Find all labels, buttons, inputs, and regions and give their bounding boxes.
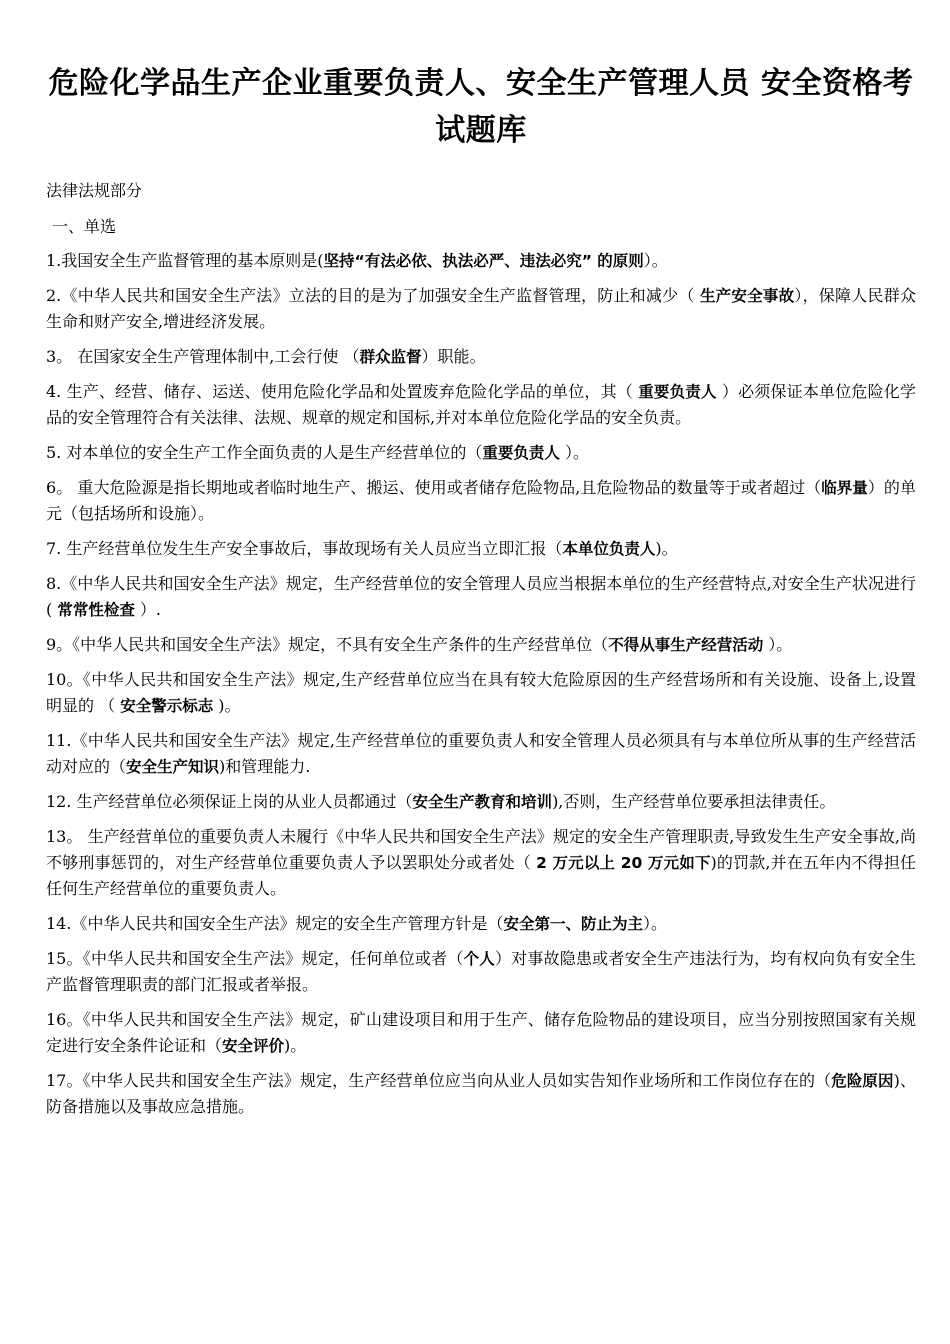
question-text: ），保障人民群众生命和财产安全,增进经济发展。	[46, 286, 916, 331]
question-item	[46, 789, 916, 815]
answer-text: 危险原因	[831, 1072, 894, 1090]
section-heading: 法律法规部分	[46, 181, 143, 200]
answer-text: 坚持“有法必依、执法必严、违法必究” 的原则	[323, 252, 644, 270]
question-text: 15。《中华人民共和国安全生产法》规定，任何单位或者（	[46, 949, 464, 968]
question-item	[46, 946, 916, 998]
question-text: 14.《中华人民共和国安全生产法》规定的安全生产管理方针是（	[46, 914, 504, 933]
question-text: ）。	[642, 914, 667, 933]
answer-text: 安全评价	[222, 1037, 285, 1055]
document-page	[46, 0, 916, 1129]
question-text: )。	[213, 696, 241, 715]
question-text: 2.《中华人民共和国安全生产法》立法的目的是为了加强安全生产监督管理，防止和减少（	[46, 286, 700, 305]
subsection-heading: 一、单选	[52, 217, 117, 236]
question-text: 4. 生产、经营、储存、运送、使用危险化学品和处置废弃危险化学品的单位，其（	[46, 382, 639, 401]
question-text: ）的单元（包括场所和设施）。	[46, 478, 916, 523]
question-item	[46, 728, 916, 780]
question-text: )的罚款,并在五年内不得担任任何生产经营单位的重要负责人。	[46, 853, 916, 898]
question-item	[46, 344, 916, 370]
question-item	[46, 283, 916, 335]
question-item	[46, 248, 916, 274]
question-text: 1.我国安全生产监督管理的基本原则是(	[46, 251, 324, 270]
answer-text: 安全生产教育和培训	[412, 793, 553, 811]
question-text: 13。 生产经营单位的重要负责人未履行《中华人民共和国安全生产法》规定的安全生产管理职责,导致发生生产安全事故,尚不够刑事惩罚的，对生产经营单位重要负责人予以罢职处分或者处（	[46, 827, 916, 872]
question-text: 11.《中华人民共和国安全生产法》规定,生产经营单位的重要负责人和安全管理人员必须具有与本单位所从事的生产经营活动对应的（	[46, 731, 916, 776]
question-item	[46, 379, 916, 431]
question-text: ）必须保证本单位危险化学品的安全管理符合有关法律、法规、规章的规定和国标,并对本单位危险化学品的安全负责。	[46, 382, 916, 427]
question-text: 6。 重大危险源是指长期地或者临时地生产、搬运、使用或者储存危险物品,且危险物品的数量等于或者超过（	[46, 478, 822, 497]
question-text: ）对事故隐患或者安全生产违法行为，均有权向负有安全生产监督管理职责的部门汇报或者举报。	[46, 949, 916, 994]
question-text: ）职能。	[421, 347, 486, 366]
question-text: ）。	[643, 251, 668, 270]
question-list	[46, 248, 916, 1120]
question-item	[46, 536, 916, 562]
question-text: 9。《中华人民共和国安全生产法》规定，不具有安全生产条件的生产经营单位（	[46, 635, 609, 654]
answer-text: 本单位负责人	[562, 540, 656, 558]
question-text: 12. 生产经营单位必须保证上岗的从业人员都通过（	[46, 792, 413, 811]
question-text: 8.《中华人民共和国安全生产法》规定，生产经营单位的安全管理人员应当根据本单位的生产经营特点,对安全生产状况进行(	[46, 574, 916, 619]
answer-text: 个人	[463, 950, 495, 968]
question-item	[46, 1007, 916, 1059]
question-text: ）。	[559, 443, 589, 462]
answer-text: 不得从事生产经营活动	[608, 636, 764, 654]
question-text: )、防备措施以及事故应急措施。	[46, 1071, 916, 1116]
question-item	[46, 571, 916, 623]
document-title: 危险化学品生产企业重要负责人、安全生产管理人员 安全资格考试题库	[48, 66, 914, 148]
question-text: )和管理能力.	[219, 757, 311, 776]
question-item	[46, 824, 916, 902]
question-text: ),否则，生产经营单位要承担法律责任。	[552, 792, 836, 811]
question-text: 5. 对本单位的安全生产工作全面负责的人是生产经营单位的（	[46, 443, 483, 462]
answer-text: 临界量	[821, 479, 868, 497]
question-item	[46, 667, 916, 719]
question-item	[46, 440, 916, 466]
question-text: 17。《中华人民共和国安全生产法》规定，生产经营单位应当向从业人员如实告知作业场所和工作岗位存在的（	[46, 1071, 832, 1090]
question-text: 7. 生产经营单位发生生产安全事故后，事故现场有关人员应当立即汇报（	[46, 539, 563, 558]
question-text: ）。	[763, 635, 793, 654]
answer-text: 重要负责人	[482, 444, 560, 462]
answer-text: 2 万元以上 20 万元如下	[536, 854, 711, 872]
question-item	[46, 475, 916, 527]
answer-text: 安全生产知识	[126, 758, 220, 776]
question-text: )。	[655, 539, 678, 558]
answer-text: 常常性检查	[57, 601, 135, 619]
question-item	[46, 911, 916, 937]
question-item	[46, 632, 916, 658]
answer-text: 安全警示标志	[120, 697, 214, 715]
question-text: 3。 在国家安全生产管理体制中,工会行使 （	[46, 347, 360, 366]
answer-text: 群众监督	[359, 348, 422, 366]
question-text: 10。《中华人民共和国安全生产法》规定,生产经营单位应当在具有较大危险原因的生产经营场所和有关设施、设备上,设置明显的 （	[46, 670, 916, 715]
question-text: )。	[284, 1036, 307, 1055]
answer-text: 重要负责人	[638, 383, 717, 401]
question-text: 16。《中华人民共和国安全生产法》规定，矿山建设项目和用于生产、储存危险物品的建设项目，应当分别按照国家有关规定进行安全条件论证和（	[46, 1010, 916, 1055]
question-text: ）.	[134, 600, 162, 619]
answer-text: 安全第一、防止为主	[503, 915, 643, 933]
answer-text: 生产安全事故	[699, 287, 795, 305]
question-item	[46, 1068, 916, 1120]
